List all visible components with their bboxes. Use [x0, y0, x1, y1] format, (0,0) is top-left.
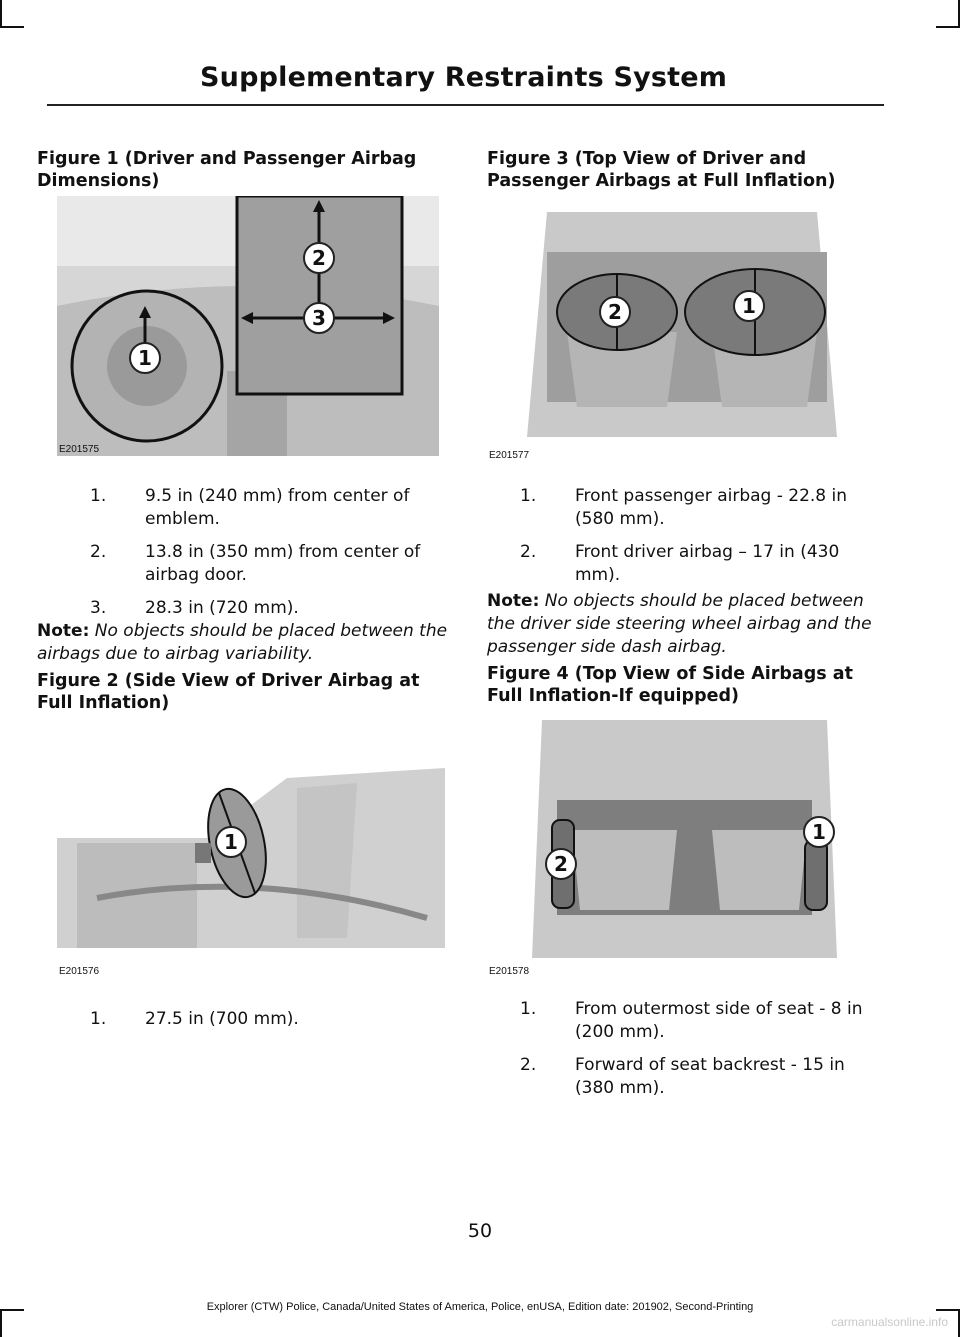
list-item: 1. From outermost side of seat - 8 in (200 mm).	[520, 999, 863, 1042]
figure-3-title: Figure 3 (Top View of Driver and Passenger Airbags at Full Inflation)	[487, 149, 836, 191]
figure-2-image	[57, 748, 445, 978]
note-2: Note: No objects should be placed between the driver side steering wheel airbag and the passenger side dash airbag.	[487, 591, 872, 657]
callout-2: 2	[599, 296, 631, 328]
callout-2: 2	[545, 848, 577, 880]
header-rule	[47, 104, 884, 106]
figure-2-title: Figure 2 (Side View of Driver Airbag at Full Inflation)	[37, 671, 420, 713]
page-title: Supplementary Restraints System	[200, 62, 728, 93]
figure-1-title: Figure 1 (Driver and Passenger Airbag Dimensions)	[37, 149, 417, 191]
figure-code: E201577	[489, 450, 530, 461]
callout-1: 1	[215, 826, 247, 858]
top-view-side-airbags-illustration	[487, 720, 877, 978]
crop-mark	[0, 26, 24, 28]
figure-1-list	[90, 485, 450, 630]
crop-mark	[0, 0, 2, 28]
list-item: 2. Front driver airbag – 17 in (430 mm).	[520, 542, 840, 585]
callout-1: 1	[733, 290, 765, 322]
crop-mark	[0, 1309, 2, 1337]
callout-3: 3	[303, 302, 335, 334]
figure-4-title: Figure 4 (Top View of Side Airbags at Full Inflation-If equipped)	[487, 664, 853, 706]
page-number: 50	[467, 1220, 493, 1242]
figure-1-image	[57, 196, 439, 456]
list-item: 3. 28.3 in (720 mm).	[90, 598, 299, 618]
figure-3-image	[487, 212, 877, 462]
note-1: Note: No objects should be placed between the airbags due to airbag variability.	[37, 621, 448, 664]
figure-code: E201576	[59, 966, 100, 977]
figure-4-list	[520, 998, 885, 1110]
side-view-illustration	[57, 748, 445, 978]
figure-code: E201575	[59, 444, 100, 455]
figure-2-list	[90, 1008, 450, 1041]
callout-2: 2	[303, 242, 335, 274]
dashboard-illustration	[57, 196, 439, 456]
crop-mark	[936, 26, 960, 28]
list-item: 2. 13.8 in (350 mm) from center of airbag door.	[90, 542, 421, 585]
callout-1: 1	[129, 342, 161, 374]
figure-4-image	[487, 720, 877, 978]
list-item: 1. 27.5 in (700 mm).	[90, 1009, 299, 1029]
top-view-airbags-illustration	[487, 212, 877, 462]
watermark: carmanualsonline.info	[831, 1315, 948, 1329]
list-item: 1. 9.5 in (240 mm) from center of emblem.	[90, 486, 410, 529]
figure-3-list	[520, 485, 885, 597]
callout-1: 1	[803, 816, 835, 848]
page-footer: Explorer (CTW) Police, Canada/United States of America, Police, enUSA, Edition date: 201902, Second-Printing	[206, 1301, 754, 1313]
list-item: 2. Forward of seat backrest - 15 in (380 mm).	[520, 1055, 845, 1098]
figure-code: E201578	[489, 966, 530, 977]
list-item: 1. Front passenger airbag - 22.8 in (580 mm).	[520, 486, 848, 529]
